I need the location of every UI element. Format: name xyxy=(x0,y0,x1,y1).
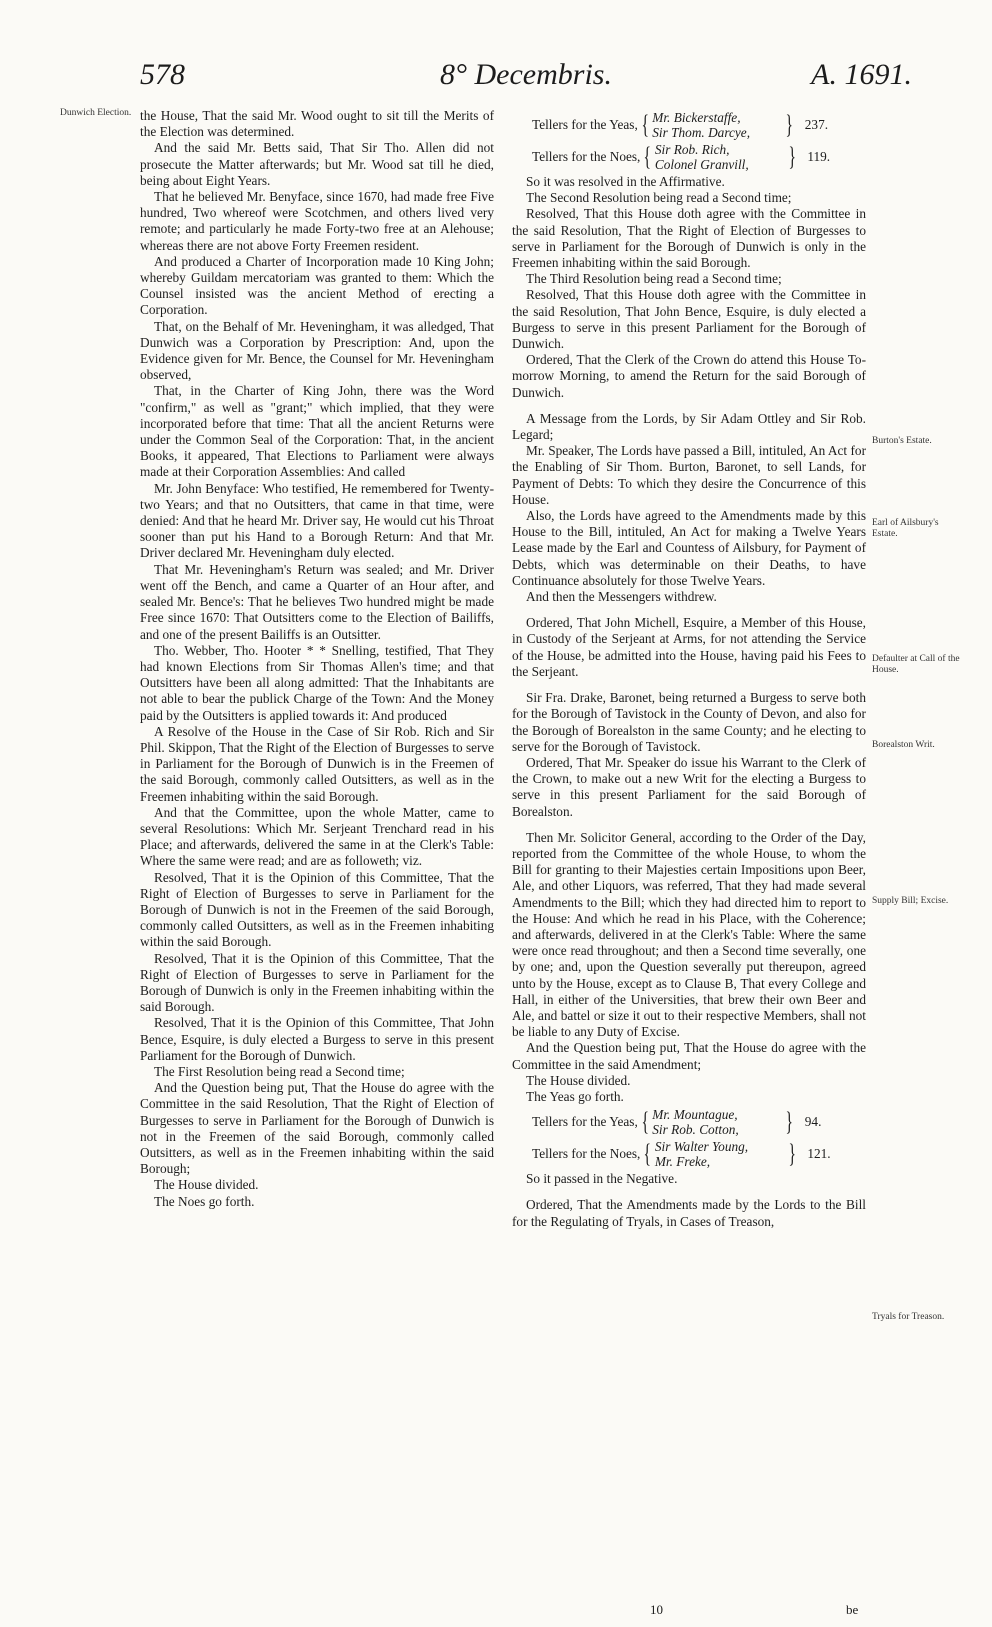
catchword: be xyxy=(846,1602,859,1617)
paragraph: Mr. John Benyface: Who testified, He remembered for Twenty-two Years; and that no Outsitters, that came in that time, were denied: And that he heard Mr. Driver say, He would cut his Throat sooner than put his Hand to a Borough Return: And that Mr. Driver declared Mr. Heveningham duly elected. xyxy=(140,480,494,561)
paragraph: Then Mr. Solicitor General, according to the Order of the Day, reported from the Committee of the whole House, to whom the Bill for granting to their Majesties certain Impositions upon Beer, Ale, and other Liquors, was referred, That they had made several Amendments to the Bill; which they had directed him to report to the House: And which he read in his Place, with the Coherence; and afterwards, delivered in at the Clerk's Table: Where the same were once read throughout; and then a Second time severally, one by one; and, upon the Question severally put thereupon, agreed unto by the House, except as to Clause B, That every College and Hall, in either of the Universities, that brew their own Beer and Ale, and battel or size it out to their respective Members, shall not be liable to any Duty of Excise. xyxy=(512,829,866,1040)
paragraph: A Message from the Lords, by Sir Adam Ottley and Sir Rob. Legard; xyxy=(512,410,866,443)
paragraph: Resolved, That this House doth agree with the Committee in the said Resolution, That the Right of Election of Burgesses to serve in Parliament for the Borough of Dunwich is only in the Freemen inhabiting within the said Borough. xyxy=(512,206,866,271)
margin-note-borealston: Borealston Writ. xyxy=(872,740,935,750)
paragraph: Resolved, That it is the Opinion of this Committee, That John Bence, Esquire, is duly elected a Burgess to serve in this present Parliament for the Borough of Dunwich. xyxy=(140,1015,494,1063)
page-header xyxy=(140,58,912,106)
paragraph: And the Question being put, That the House do agree with the Committee in the said Amendment; xyxy=(512,1040,866,1072)
margin-note-tryals: Tryals for Treason. xyxy=(872,1312,945,1322)
tellers-yeas-2: Tellers for the Yeas, { Mr. Mountague, Sir Rob. Cotton, } 94. xyxy=(532,1107,822,1138)
paragraph: And produced a Charter of Incorporation made 10 King John; whereby Guildam mercatoriam was granted to them: Which the Counsel insisted was the ancient Method of erecting a Corporation. xyxy=(140,253,494,318)
paragraph: Ordered, That John Michell, Esquire, a Member of this House, in Custody of the Serjeant at Arms, for not attending the Service of the House, be admitted into the House, having paid his Fees to the Serjeant. xyxy=(512,615,866,679)
signature-mark: 10 xyxy=(650,1602,663,1617)
brace-icon: } xyxy=(785,1107,794,1137)
paragraph: Ordered, That the Clerk of the Crown do attend this House To-morrow Morning, to amend the Return for the said Borough of Dunwich. xyxy=(512,352,866,400)
paragraph: Resolved, That this House doth agree with the Committee in the said Resolution, That John Bence, Esquire, is duly elected a Burgess to serve in this present Parliament for the Borough of Dunwich. xyxy=(512,287,866,352)
paragraph: And the Question being put, That the House do agree with the Committee in the said Resolution, That the Right of Election of Burgesses to serve in Parliament for the Borough of Dunwich is not in the Freemen of the said Borough, commonly called Outsitters, as well as in the Freemen inhabiting within the said Borough; xyxy=(140,1080,494,1177)
paragraph: The Noes go forth. xyxy=(154,1193,255,1209)
page-year: A. 1691. xyxy=(811,58,912,91)
margin-note-dunwich: Dunwich Election. xyxy=(60,108,132,118)
paragraph: And that the Committee, upon the whole Matter, came to several Resolutions: Which Mr. Serjeant Trenchard read in his Place; and afterwards, delivered the same in at the Clerk's Table: Where the same were read; and are as followeth; viz. xyxy=(140,804,494,869)
margin-note-burton: Burton's Estate. xyxy=(872,436,932,446)
paragraph: The Yeas go forth. xyxy=(526,1088,624,1104)
paragraph: That, in the Charter of King John, there was the Word "confirm," as well as "grant;" which implied, that they were incorporated before that time: That all the ancient Returns were under the Common Seal of the Corporation: That, in the ancient Books, it appeared, That Elections to Parliament were always made at their Corporation Assemblies: And called xyxy=(140,383,494,480)
paragraph: The House divided. xyxy=(526,1072,631,1088)
brace-icon: } xyxy=(785,110,794,139)
paragraph: The Second Resolution being read a Second time; xyxy=(526,190,792,206)
tellers-noes-1: Tellers for the Noes, { Sir Rob. Rich, Colonel Granvill, } 119. xyxy=(532,142,831,172)
margin-note-ailsbury: Earl of Ailsbury's Estate. xyxy=(872,518,939,539)
margin-note-supply: Supply Bill; Excise. xyxy=(872,896,949,906)
paragraph: So it was resolved in the Affirmative. xyxy=(526,174,725,189)
tellers-yeas-1: Tellers for the Yeas, { Mr. Bickerstaffe, Sir Thom. Darcye, } 237. xyxy=(532,110,829,140)
paragraph: A Resolve of the House in the Case of Sir Rob. Rich and Sir Phil. Skippon, That the Right of the Election of Burgesses to serve in Parliament for the Borough of Dunwich is in the Freemen of the said Borough, commonly called Outsitters, as well as in the Freemen inhabiting within the said Borough. xyxy=(140,723,494,804)
paragraph: And then the Messengers withdrew. xyxy=(526,589,717,605)
paragraph: That, on the Behalf of Mr. Heveningham, it was alledged, That Dunwich was a Corporation by Prescription: And, upon the Evidence given for Mr. Bence, the Counsel for Mr. Heveningham observed, xyxy=(140,318,494,383)
brace-icon: { xyxy=(643,1139,652,1169)
brace-icon: { xyxy=(641,1107,649,1137)
paragraph: That Mr. Heveningham's Return was sealed; and Mr. Driver went off the Bench, and came a Quarter of an Hour after, and sealed Mr. Bence's: That he believes Two hundred might be made Free since 1670: That Outsitters come to the Election of Bailiffs, and one of the present Bailiffs is an Outsitter. xyxy=(140,561,494,642)
paragraph: The Third Resolution being read a Second time; xyxy=(526,271,782,287)
paragraph: Also, the Lords have agreed to the Amendments made by this House to the Bill, intituled, An Act for making a Twelve Years Lease made by the Earl and Countess of Ailsbury, for Payment of Debts, which was determinable on their Deaths, to have Continuance absolutely for those Twelve Years. xyxy=(512,508,866,588)
paragraph: So it passed in the Negative. xyxy=(526,1171,678,1187)
paragraph: Resolved, That it is the Opinion of this Committee, That the Right of Election of Burgesses to serve in Parliament for the Borough of Dunwich is only in the Freemen inhabiting within the said Borough. xyxy=(140,950,494,1015)
paragraph: Tho. Webber, Tho. Hooter * * Snelling, testified, That They had known Elections from Sir Thomas Allen's time; and that Outsitters have been all along admitted: That the Inhabitants are not able to bear the publick Charge of the Town: And the Money paid by the Outsitters is applied towards it: And produced xyxy=(140,642,494,723)
brace-icon: { xyxy=(641,110,649,139)
page-date: 8° Decembris. xyxy=(440,58,612,91)
left-column xyxy=(140,108,494,1210)
paragraph: the House, That the said Mr. Wood ought to sit till the Merits of the Election was determined. xyxy=(140,108,494,140)
tellers-noes-2: Tellers for the Noes, { Sir Walter Young, Mr. Freke, } 121. xyxy=(532,1139,831,1170)
paragraph: Sir Fra. Drake, Baronet, being returned a Burgess to serve both for the Borough of Tavistock in the County of Devon, and also for the Borough of Borealston in the same County; and he electing to serve for the Borough of Tavistock. xyxy=(512,690,866,754)
brace-icon: } xyxy=(788,142,796,171)
brace-icon: } xyxy=(788,1139,796,1169)
paragraph: The House divided. xyxy=(154,1177,259,1193)
right-column xyxy=(512,108,866,1230)
page-number: 578 xyxy=(140,58,185,91)
paragraph: That he believed Mr. Benyface, since 1670, had made free Five hundred, Two whereof were Scotchmen, and others lived very remote; and particularly he made Forty-two free at an Alehouse; whereas there are not above Forty Freemen resident. xyxy=(140,189,494,253)
paragraph: Ordered, That the Amendments made by the Lords to the Bill for the Regulating of Tryals, in Cases of Treason, xyxy=(512,1197,866,1229)
paragraph: And the said Mr. Betts said, That Sir Tho. Allen did not prosecute the Matter afterwards; but Mr. Wood sat till he died, being about Eight Years. xyxy=(140,140,494,188)
paragraph: The First Resolution being read a Second time; xyxy=(154,1063,405,1079)
paragraph: Ordered, That Mr. Speaker do issue his Warrant to the Clerk of the Crown, to make out a new Writ for the electing a Burgess to serve in this present Parliament for the said Borough of Borealston. xyxy=(512,754,866,819)
paragraph: Resolved, That it is the Opinion of this Committee, That the Right of Election of Burgesses to serve in Parliament for the Borough of Dunwich is not in the Freemen of the said Borough, commonly called Outsitters, as well as in the Freemen inhabiting within the said Borough. xyxy=(140,869,494,950)
brace-icon: { xyxy=(643,142,652,171)
margin-note-defaulter: Defaulter at Call of the House. xyxy=(872,654,960,675)
paragraph: Mr. Speaker, The Lords have passed a Bill, intituled, An Act for the Enabling of Sir Thom. Burton, Baronet, to sell Lands, for Payment of Debts: To which they desire the Concurrence of this House. xyxy=(512,443,866,507)
